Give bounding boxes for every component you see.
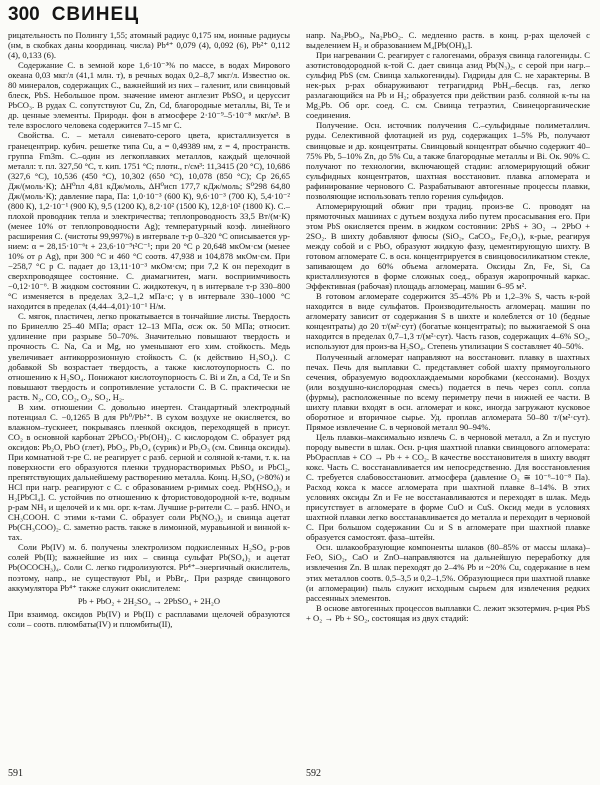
paragraph: Цель плавки–максимально извлечь С. в черновой металл, а Zn и пустую породу вывести в шлак. Осн. р-ция шахтной плавки свинцового агломерата: PbOрасплав + CO → Pb + + CO₂. В качестве восстановителя в шихту вводят кокс. Часть С. восстанавливается им непосредственно. Для восстановления С. требуется слабовосстановит. атмосфера (давление O₂ ≅ 10⁻⁶–10⁻⁸ Па). Расход кокса к массе агломерата при шахтной плавке 8–14%. В этих условиях оксиды Zn и Fe не восстанавливаются и переходят в шлак. Медь присутствует в агломерате в форме CuO и CuS. Оксид меди в условиях шахтной плавки легко восстанавливается до металла и переходит в черновой С. При большом содержании Cu и S в агломерате при шахтной плавке образуется самостоят. фаза–штейн. — [306, 431, 590, 543]
paragraph: Получение. Осн. источник получения С.–сульфидные полиметаллич. руды. Селективной флотацией из руд, содержащих 1–5% Pb, получают свинцовые и др. концентраты. Свинцовый концентрат обычно содержит 40–75% Pb, 5–10% Zn, до 5% Cu, а также благородные металлы и Bi. Ок. 90% С. получают по технологии, включающей стадии: агломерирующий обжиг сульфидных концентратов, шахтная восстановит. плавка агломерата и рафинирование чернового С. Разрабатывают автогенные процессы плавки, позволяющие использовать тепло горения сульфидов. — [306, 120, 590, 201]
paragraph: При взаимод. оксидов Pb(IV) и Pb(II) с расплавами щелочей образуются соли – соотв. плюмбаты(IV) и плюмбиты(II), — [8, 608, 290, 629]
paragraph: Свойства. С. – металл синевато-серого цвета, кристаллизуется в гранецентрир. кубич. решетке типа Cu, a = 0,49389 нм, z = 4, пространств. группа Fm3m. С.–один из легкоплавких металлов, каждый щелочной металл: т. пл. 327,50 °С, т. кип. 1751 °С; плотн., г/см³: 11,3415 (20 °С), 10,686 (327,6 °С), 10,536 (450 °С), 10,302 (650 °С), 10,078 (850 °С); Cp 26,65 Дж/(моль·К); ΔH⁰пл 4,81 кДж/моль, ΔH⁰исп 177,7 кДж/моль; S⁰298 64,80 Дж/(моль·К); давление пара, Па: 1,0·10⁻³ (600 К), 9,6·10⁻³ (700 К), 5,4·10⁻² (800 К), 1,2·10⁻¹ (900 К), 9,5 (1200 К), 8,2·10² (1500 К), 12,8·10² (1800 К). С.–плохой проводник тепла и электричества; теплопроводность 33,5 Вт/(м·К) (менее 10% от теплопроводности Ag); температурный коэф. линейного расширения С. (чистоты 99,997%) в интервале т-р 0–320 °С описывается ур-нием: α = 28,15·10⁻⁶t + 23,6·10⁻⁹t²С⁻¹; при 20 °С ρ 20,648 мкОм·см (менее 10% от ρ Ag), при 300 °С и 460 °С соотв. 47,938 и 104,878 мкОм·см. При −258,7 °С р С. падает до 13,11·10⁻³ мкОм·см; при 7,2 К он переходит в сверхпроводящее состояние. С. диамагнитен, магн. восприимчивость −0,12·10⁻⁶. В жидком состоянии С. жидкотекуч, η в интервале т-р 330–800 °С изменяется в пределах 3,2–1,2 мПа·с; γ в интервале 330–1000 °С находится в пределах (4,44–4,01)·10⁻¹ Н/м. — [8, 130, 290, 312]
left-page-number: 591 — [8, 768, 23, 779]
paragraph: Содержание С. в земной коре 1,6·10⁻³% по массе, в водах Мирового океана 0,03 мкг/л (41,1 млн. т), в речных водах 0,2–8,7 мкг/л. Известно ок. 80 минералов, содержащих С., важнейший из них – галенит, или свинцовый блеск, PbS. Небольшое пром. значение имеют англезит PbSO₄ и церуссит PbCO₃. В рудах С. сопутствуют Cu, Zn, Cd, благородные металлы, Bi, Te и др. ценные элементы. Природн. фон в атмосфере 2·10⁻⁹–5·10⁻⁸ мкг/м³. В теле взрослого человека содержится 7–15 мг С. — [8, 60, 290, 131]
paragraph: С. мягок, пластичен, легко прокатывается в тончайшие листы. Твердость по Бринеллю 25–40 МПа; σраст 12–13 МПа, σсж ок. 50 МПа; относит. удлинение при разрыве 50–70%. Значительно повышают твердость и прочность С. Na, Ca и Mg, но уменьшают его хим. стойкость. Медь увеличивает антикоррозионную стойкость С. (к действию H₂SO₄). С добавкой Sb возрастает твердость, а также кислотоупорность С. по отношению к H₂SO₄. Понижают кислотоупорность С. Bi и Zn, а Cd, Te и Sn повышают твердость и сопротивление усталости С. В С. практически не раств. N₂, CO, CO₂, O₂, SO₂, H₂. — [8, 311, 290, 402]
paragraph: При нагревании С. реагирует с галогенами, образуя свинца галогениды. С азотистоводородной к-той С. дает свинца азид Pb(N₃)₂, с серой при нагр.–сульфид PbS (см. Свинца халькогениды). Гидриды для С. не характерны. В нек-рых р-рах обнаруживают тетрагидрид PbH₄–бесцв. газ, легко разлагающийся на Pb и H₂; образуется при действии разб. соляной к-ты на Mg₂Pb. Об орг. соед. С. см. Свинца тетраэтил, Свинецорганические соединения. — [306, 50, 590, 121]
paragraph: рицательность по Полингу 1,55; атомный радиус 0,175 нм, ионные радиусы (нм, в скобках даны координац. числа) Pb⁴⁺ 0,079 (4), 0,092 (6), Pb²⁺ 0,112 (4), 0,133 (6). — [8, 30, 290, 61]
paragraph: Полученный агломерат направляют на восстановит. плавку в шахтных печах. Печь для выплавки С. представляет собой шахту прямоугольного сечения, образуемую водоохлаждаемыми коробками (кессонами). Воздух (или воздушно-кислородная смесь) подается в печь через сопл. сопла (фурмы), расположенные по всему периметру печи в нижней ее части. В шихту плавки входят в осн. агломерат и кокс, иногда загружают кусковое оборотное и вторичное сырье. Уд. проплав агломерата 50–80 т/(м²·сут). Прямое извлечение С. в черновой металл 90–94%. — [306, 351, 590, 432]
page-header — [8, 4, 592, 28]
paragraph: В основе автогенных процессов выплавки С. лежит экзотермич. р-ция PbS + O₂ → Pb + SO₂, состоящая из двух стадий: — [306, 602, 590, 623]
left-column — [8, 30, 290, 761]
paragraph: Осн. шлакообразующие компоненты шлаков (80–85% от массы шлака)–FeO, SiO₂, CaO и ZnO–направляются на дальнейшую переработку для извлечения Zn. В шлак переходят до 2–4% Pb и ~20% Cu, содержание в нем этих металлов соотв. 0,5–3,5 и 0,2–1,5%. Образующиеся при шахтной плавке (и агломерации) пыль служит исходным сырьем для извлечения редких рассеянных элементов. — [306, 542, 590, 603]
right-column — [306, 30, 590, 761]
equation: Pb + PbO₂ + 2H₂SO₄ → 2PbSO₄ + 2H₂O — [77, 595, 221, 606]
paragraph: напр. Na₂PbO₃, Na₂PbO₂. С. медленно раств. в конц. р-рах щелочей с выделением H₂ и образованием M₄[Pb(OH)₆]. — [306, 30, 590, 51]
right-page-number: 592 — [306, 768, 321, 779]
paragraph: Соли Pb(IV) м. б. получены электролизом подкисленных H₂SO₄ р-ров солей Pb(II); важнейшие из них – свинца сульфат Pb(SO₄)₂ и ацетат Pb(OCOCH₃)₄. Соли С. легко гидролизуются. Pb⁴⁺–энергичный окислитель, поэтому, напр., не существуют PbI₄ и PbBr₄. При разряде свинцового аккумулятора Pb⁴⁺ также служит окислителем: — [8, 542, 290, 593]
paragraph: В хим. отношении С. довольно инертен. Стандартный электродный потенциал С. −0,1265 В для Pb⁰/Pb²⁺. В сухом воздухе не окисляется, во влажном–тускнеет, покрываясь пленкой оксидов, переходящей в присут. CO₂ в основной карбонат 2PbCO₃·Pb(OH)₂. С кислородом С. образует ряд оксидов: Pb₂O, PbO (глет), PbO₂, Pb₃O₄ (сурик) и Pb₂O₃ (см. Свинца оксиды). При комнатной т-ре С. не реагирует с разб. серной и соляной к-тами, т. к. на поверхности его образуются пленки труднорастворимых PbSO₄ и PbCl₂, препятствующих дальнейшему растворению металла. Конц. H₂SO₄ (>80%) и HCl при нагр. реагируют с С. с образованием р-римых соед. Pb(HSO₄)₂ и H₂[PbCl₄]. С. устойчив по отношению к фтористоводородной к-те, водным р-рам NH₃ и щелочей и к мн. орг. к-там. Лучшие р-рители С. – разб. HNO₃ и CH₃COOH. С этими к-тами С. образует соли Pb(NO₃)₂ и свинца ацетат Pb(CH₃COO)₂. С. заметно раств. также в лимонной, муравьиной и винной к-тах. — [8, 401, 290, 543]
running-head: СВИНЕЦ — [51, 4, 140, 25]
paragraph: В готовом агломерате содержится 35–45% Pb и 1,2–3% S, часть к-рой находится в виде сульфатов. Производительность агломерац. машин по агломерату зависит от содержания S в шихте и колеблется от 10 (бедные концентраты) до 20 т/(м²·сут) (богатые концентраты); по выжигаемой S она находится в пределах 0,7–1,3 т/(м²·сут). Часть газов, содержащих 4–6% SO₂, используют для произ-ва H₂SO₄. Степень утилизации S составляет 40–50%. — [306, 291, 590, 352]
page-number: 300 — [8, 4, 40, 25]
paragraph: Агломерирующий обжиг при традиц. произ-ве С. проводят на прямоточных машинах с дутьем воздуха либо путем просасывания его. При этом PbS окисляется преим. в жидком состоянии: 2PbS + 3O₂ → 2PbO + 2SO₂. В шихту добавляют флюсы (SiO₂, CaCO₃, Fe₂O₃), к-рые, реагируя между собой и с PbO, образуют жидкую фазу, цементирующую шихту. В готовом агломерате С. в осн. концентрируется в свинцовосиликатном стекле, запивающем до 60% объема агломерата. Оксиды Zn, Fe, Si, Ca кристаллизуются в форме сложных соед., образуя жаропрочный каркас. Эффективная (рабочая) площадь агломерац. машин 6–95 м². — [306, 200, 590, 292]
